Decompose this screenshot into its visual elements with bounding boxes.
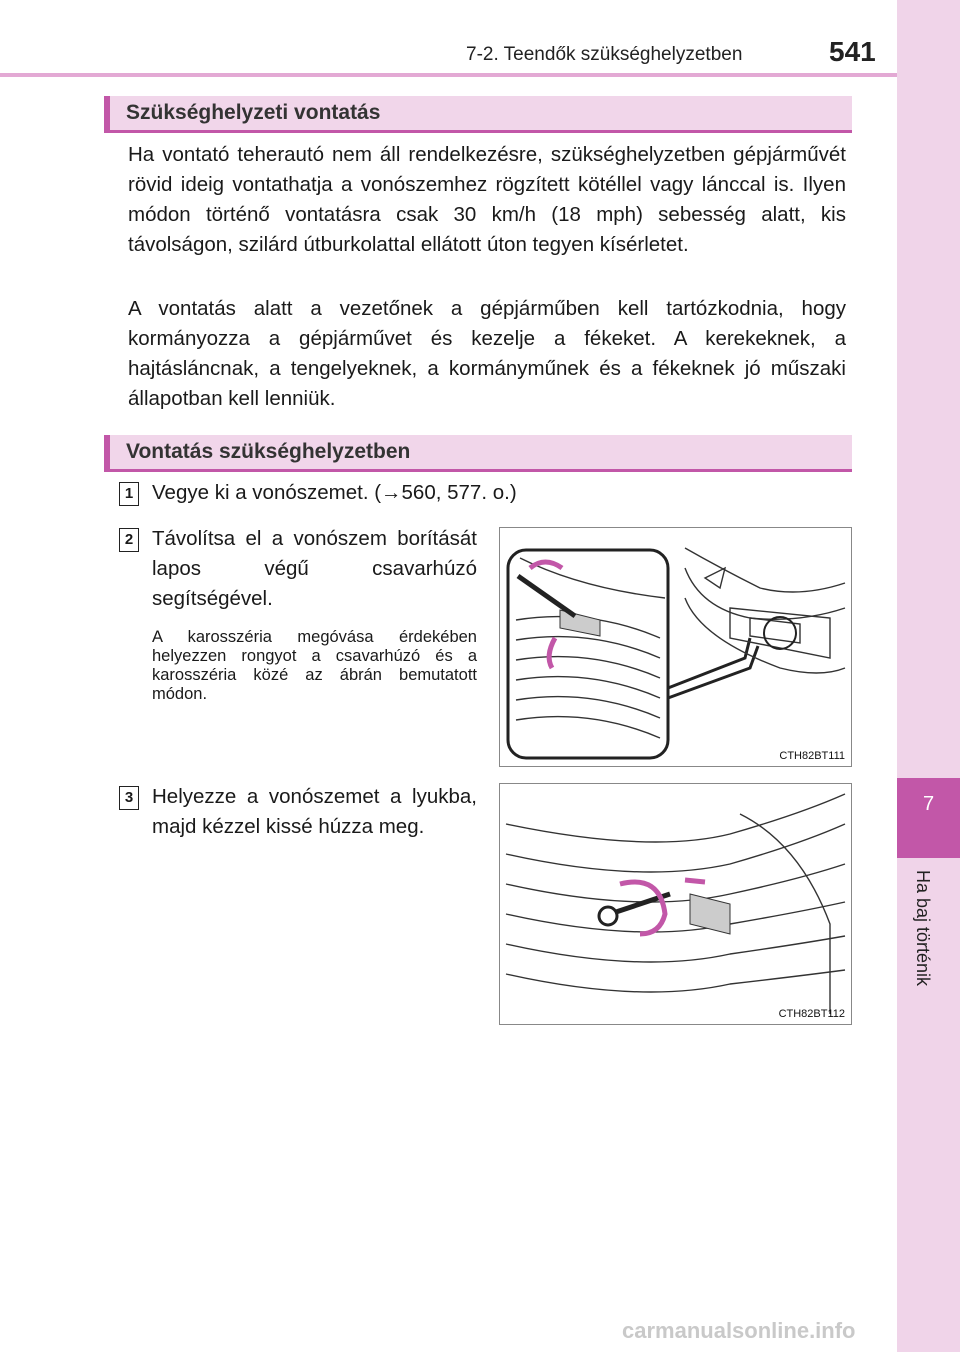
figure-code: CTH82BT112 — [778, 1008, 845, 1020]
header-section-title: 7-2. Teendők szükséghelyzetben — [466, 44, 743, 65]
step-note: A karosszéria megóvása érdekében helyezzen rongyot a csavarhúzó és a karosszéria közé az ábrán bemutatott módon. — [152, 628, 477, 703]
paragraph-towing-intro: Ha vontató teherautó nem áll rendelkezésre, szükséghelyzetben gépjárművét rövid ideig vontathatja a vonószemhez rögzített kötéllel vagy lánccal is. Ilyen módon történő vontatásra csak 30 km/h (18 mph) sebesség alatt, kis távolságon, szilárd útburkolattal ellátott úton tegyen kísérletet. — [128, 143, 846, 256]
step-text: Vegye ki a vonószemet. (→560, 577. o.) — [152, 481, 517, 504]
step-text: Helyezze a vonószemet a lyukba, majd kézzel kissé húzza meg. — [152, 785, 477, 838]
page-number: 541 — [829, 36, 876, 67]
illustration-tow-eye-install — [500, 784, 851, 1024]
section-heading-emergency-towing — [104, 96, 852, 133]
chapter-number: 7 — [922, 793, 935, 815]
step-number-badge: 3 — [119, 786, 139, 810]
figure-remove-cover — [499, 527, 852, 767]
header-rule — [0, 73, 897, 77]
chapter-tab — [897, 778, 960, 858]
section-heading-text: Szükséghelyzeti vontatás — [126, 101, 381, 124]
figure-code: CTH82BT111 — [779, 750, 845, 762]
step-number-badge: 2 — [119, 528, 139, 552]
step-text: Távolítsa el a vonószem borítását lapos végű csavarhúzó segítségével. — [152, 527, 477, 610]
figure-install-tow-eye — [499, 783, 852, 1025]
chapter-side-strip — [897, 0, 960, 1352]
step-number-badge: 1 — [119, 482, 139, 506]
chapter-title: Ha baj történik — [913, 870, 933, 987]
section-heading-towing-procedure — [104, 435, 852, 472]
watermark: carmanualsonline.info — [622, 1318, 856, 1343]
paragraph-driver-requirements: A vontatás alatt a vezetőnek a gépjárműben kell tartózkodnia, hogy kormányozza a gépjárművet és kezelje a fékeket. A kerekeknek, a hajtásláncnak, a tengelyeknek, a kormányműnek és a fékeknek jó műszaki állapotban kell lenniük. — [128, 297, 846, 410]
section-heading-text: Vontatás szükséghelyzetben — [126, 440, 411, 463]
illustration-screwdriver-cover — [500, 528, 851, 766]
